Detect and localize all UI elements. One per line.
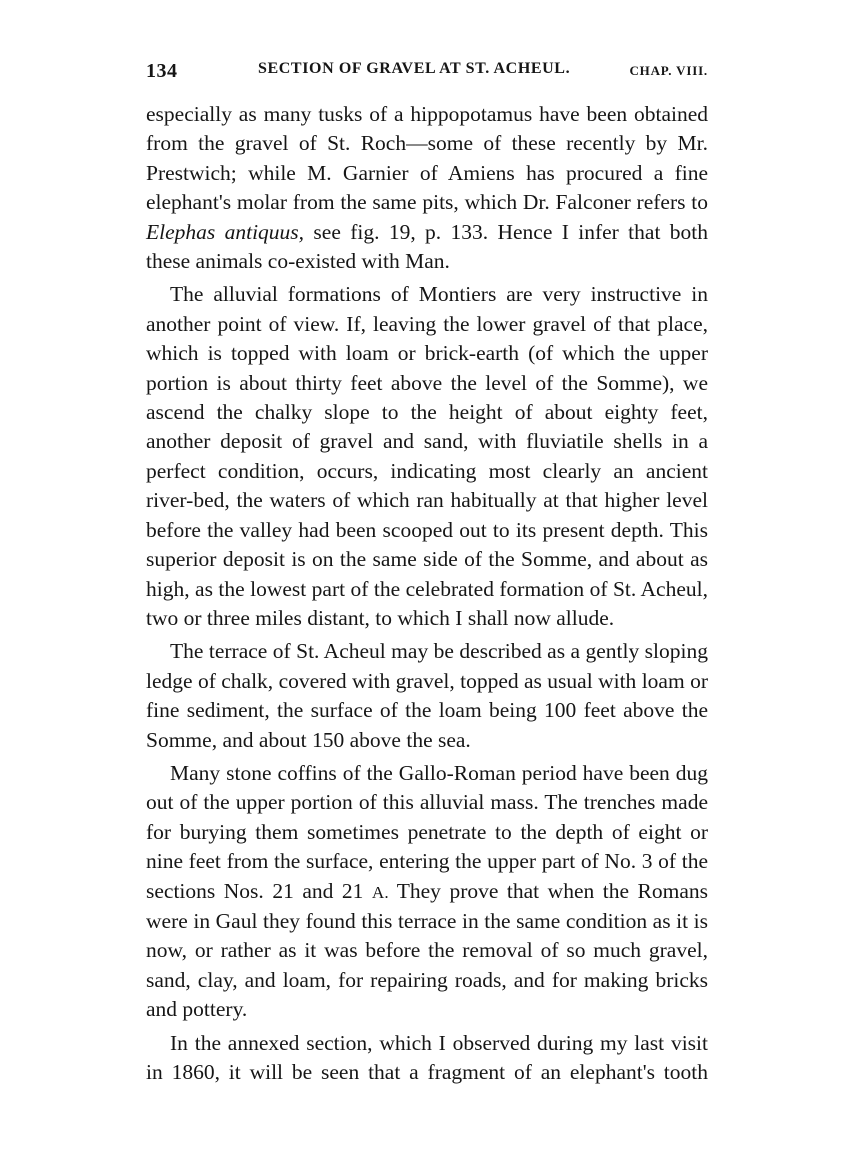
paragraph-5: In the annexed section, which I observed during my last visit in 1860, it will be seen that a fragment of an elephant's tooth [146, 1030, 708, 1084]
paragraph-4-text-b: They prove that when the Romans were in Gaul they found this terrace in the same condition as it is now, or rather as it was before the removal of so much gravel, sand, clay, and loam, for repairing roads, and for making bricks and pottery. [146, 878, 708, 1022]
paragraph-2: The alluvial formations of Montiers are very instructive in another point of view. If, leaving the lower gravel of that place, which is topped with loam or brick-earth (of which the upper portion is about thirty feet above the level of the Somme), we ascend the chalky slope to the height of about eighty feet, another deposit of gravel and sand, with fluviatile shells in a perfect condition, occurs, indicating most clearly an ancient river-bed, the waters of which ran habitually at that higher level before the valley had been scooped out to its present depth. This superior deposit is on the same side of the Somme, and about as high, as the lowest part of the celebrated formation of St. Acheul, two or three miles distant, to which I shall now allude. [146, 282, 708, 630]
paragraph-1-text-b: see fig. 19, p. 133. Hence I infer that both these animals co-existed with Man. [146, 219, 708, 274]
running-head [146, 60, 708, 84]
chapter-label: CHAP. VIII. [629, 63, 708, 78]
species-name: Elephas antiquus, [146, 219, 305, 244]
paragraph-1 [146, 100, 708, 276]
paragraph-3: The terrace of St. Acheul may be described as a gently sloping ledge of chalk, covered with gravel, topped as usual with loam or fine sediment, the surface of the loam being 100 feet above the Somme, and about 150 above the sea. [146, 639, 708, 752]
page-number: 134 [146, 60, 178, 82]
running-title: SECTION OF GRAVEL AT ST. ACHEUL. [258, 60, 571, 77]
paragraph-4-text-a: Many stone coffins of the Gallo-Roman period have been dug out of the upper portion of this alluvial mass. The trenches made for burying them sometimes penetrate to the depth of eight or nine feet from the surface, entering the upper part of No. 3 of the sections Nos. 21 and 21 [146, 760, 708, 903]
paragraph-1-text-a: especially as many tusks of a hippopotamus have been obtained from the gravel of St. Roch—some of these recently by Mr. Prestwich; while M. Garnier of Amiens has procured a fine elephant's molar from the same pits, which Dr. Falconer refers to [146, 102, 708, 215]
body-text [146, 100, 708, 1087]
paragraph-4 [146, 759, 708, 1025]
section-letter: A. [371, 882, 389, 902]
